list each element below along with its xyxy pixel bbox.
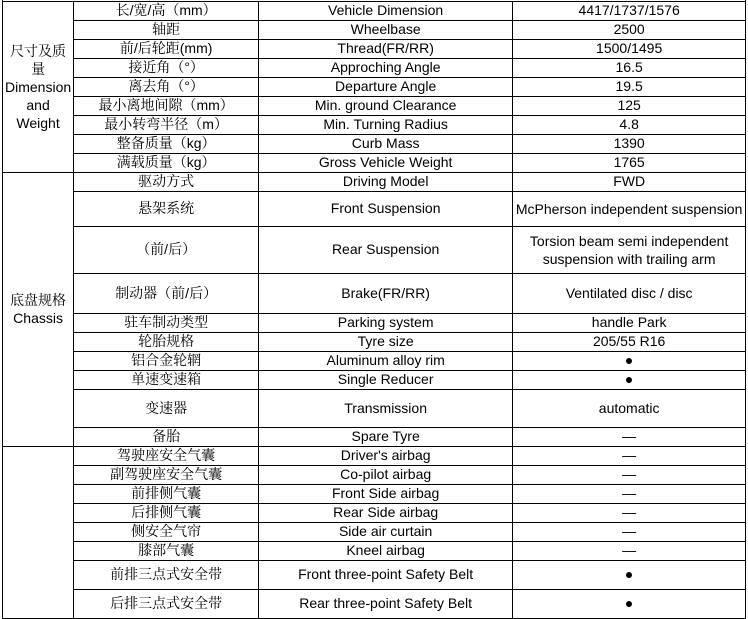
param-name-en: Rear Side airbag bbox=[259, 503, 513, 522]
param-name-en: Driver's airbag bbox=[259, 446, 513, 465]
param-name-zh: 悬架系统 bbox=[74, 191, 259, 226]
param-value: 205/55 R16 bbox=[513, 332, 746, 351]
table-row bbox=[3, 560, 746, 589]
param-name-zh: 离去角（°） bbox=[74, 77, 259, 96]
param-name-en: Rear Suspension bbox=[259, 226, 513, 273]
param-value: — bbox=[513, 484, 746, 503]
param-value: — bbox=[513, 541, 746, 560]
group-safety bbox=[3, 446, 74, 618]
param-name-en: Parking system bbox=[259, 313, 513, 332]
param-name-en: Vehicle Dimension bbox=[259, 1, 513, 20]
param-value: 1765 bbox=[513, 153, 746, 172]
param-name-zh: 铝合金轮辋 bbox=[74, 351, 259, 370]
group-label-en: Dimension and Weight bbox=[5, 78, 72, 131]
param-value: 4417/1737/1576 bbox=[513, 1, 746, 20]
param-name-en: Gross Vehicle Weight bbox=[259, 153, 513, 172]
table-row bbox=[3, 484, 746, 503]
param-value: McPherson independent suspension bbox=[513, 191, 746, 226]
param-name-zh: 整备质量（kg） bbox=[74, 134, 259, 153]
table-row bbox=[3, 77, 746, 96]
param-name-zh: 前排三点式安全带 bbox=[74, 560, 259, 589]
param-name-en: Front Side airbag bbox=[259, 484, 513, 503]
table-row bbox=[3, 39, 746, 58]
param-name-en: Curb Mass bbox=[259, 134, 513, 153]
param-value: 2500 bbox=[513, 20, 746, 39]
param-value: 19.5 bbox=[513, 77, 746, 96]
param-value: ● bbox=[513, 560, 746, 589]
param-name-zh: 前排侧气囊 bbox=[74, 484, 259, 503]
param-name-en: Aluminum alloy rim bbox=[259, 351, 513, 370]
table-row bbox=[3, 522, 746, 541]
param-name-zh: 变速器 bbox=[74, 389, 259, 427]
param-name-zh: 轮胎规格 bbox=[74, 332, 259, 351]
param-name-zh: 长/宽/高（mm） bbox=[74, 1, 259, 20]
group-label-zh: 底盘规格 bbox=[10, 292, 67, 308]
param-value: — bbox=[513, 503, 746, 522]
group-dimension-weight bbox=[3, 1, 74, 172]
table-row bbox=[3, 58, 746, 77]
param-name-en: Thread(FR/RR) bbox=[259, 39, 513, 58]
param-value: FWD bbox=[513, 172, 746, 191]
param-name-en: Front three-point Safety Belt bbox=[259, 560, 513, 589]
param-name-en: Side air curtain bbox=[259, 522, 513, 541]
table-row bbox=[3, 427, 746, 446]
param-name-en: Kneel airbag bbox=[259, 541, 513, 560]
param-name-zh: 接近角（°） bbox=[74, 58, 259, 77]
param-name-en: Min. Turning Radius bbox=[259, 115, 513, 134]
group-label-zh: 尺寸及质量 bbox=[10, 42, 67, 77]
table-row bbox=[3, 226, 746, 273]
param-name-zh: 前/后轮距(mm) bbox=[74, 39, 259, 58]
table-row bbox=[3, 541, 746, 560]
param-value: Ventilated disc / disc bbox=[513, 273, 746, 313]
table-row bbox=[3, 1, 746, 20]
param-name-en: Departure Angle bbox=[259, 77, 513, 96]
table-row bbox=[3, 370, 746, 389]
table-row bbox=[3, 503, 746, 522]
param-value: 4.8 bbox=[513, 115, 746, 134]
param-value: automatic bbox=[513, 389, 746, 427]
param-value: — bbox=[513, 427, 746, 446]
spec-table bbox=[2, 0, 746, 619]
param-name-zh: 驾驶座安全气囊 bbox=[74, 446, 259, 465]
table-row bbox=[3, 153, 746, 172]
group-chassis bbox=[3, 172, 74, 446]
param-name-zh: 驻车制动类型 bbox=[74, 313, 259, 332]
param-value: — bbox=[513, 522, 746, 541]
param-name-en: Co-pilot airbag bbox=[259, 465, 513, 484]
param-name-en: Wheelbase bbox=[259, 20, 513, 39]
param-name-en: Transmission bbox=[259, 389, 513, 427]
param-name-zh: 备胎 bbox=[74, 427, 259, 446]
param-value: — bbox=[513, 465, 746, 484]
param-value: 1390 bbox=[513, 134, 746, 153]
param-name-zh: 侧安全气帘 bbox=[74, 522, 259, 541]
param-value: ● bbox=[513, 351, 746, 370]
table-row bbox=[3, 115, 746, 134]
group-label-en: Chassis bbox=[13, 310, 63, 326]
param-name-en: Driving Model bbox=[259, 172, 513, 191]
param-name-zh: 制动器（前/后） bbox=[74, 273, 259, 313]
param-value: 16.5 bbox=[513, 58, 746, 77]
table-row bbox=[3, 20, 746, 39]
table-row bbox=[3, 332, 746, 351]
param-name-zh: 单速变速箱 bbox=[74, 370, 259, 389]
param-value: handle Park bbox=[513, 313, 746, 332]
param-value: ● bbox=[513, 370, 746, 389]
table-row bbox=[3, 351, 746, 370]
param-name-zh: 后排三点式安全带 bbox=[74, 589, 259, 618]
param-value: 1500/1495 bbox=[513, 39, 746, 58]
table-row bbox=[3, 191, 746, 226]
param-name-en: Tyre size bbox=[259, 332, 513, 351]
param-value: Torsion beam semi independent suspension with trailing arm bbox=[513, 226, 746, 273]
param-name-en: Spare Tyre bbox=[259, 427, 513, 446]
table-row bbox=[3, 134, 746, 153]
param-name-zh: 膝部气囊 bbox=[74, 541, 259, 560]
param-name-en: Min. ground Clearance bbox=[259, 96, 513, 115]
param-name-zh: 后排侧气囊 bbox=[74, 503, 259, 522]
param-name-zh: 最小转弯半径（m） bbox=[74, 115, 259, 134]
param-name-zh: 轴距 bbox=[74, 20, 259, 39]
param-name-en: Approching Angle bbox=[259, 58, 513, 77]
table-row bbox=[3, 446, 746, 465]
param-name-en: Single Reducer bbox=[259, 370, 513, 389]
table-row bbox=[3, 273, 746, 313]
param-name-zh: 最小离地间隙（mm） bbox=[74, 96, 259, 115]
param-name-zh: 副驾驶座安全气囊 bbox=[74, 465, 259, 484]
param-name-en: Front Suspension bbox=[259, 191, 513, 226]
table-row bbox=[3, 96, 746, 115]
param-name-en: Rear three-point Safety Belt bbox=[259, 589, 513, 618]
table-row bbox=[3, 172, 746, 191]
param-name-zh: 驱动方式 bbox=[74, 172, 259, 191]
param-value: 125 bbox=[513, 96, 746, 115]
table-row bbox=[3, 465, 746, 484]
param-name-en: Brake(FR/RR) bbox=[259, 273, 513, 313]
table-row bbox=[3, 589, 746, 618]
param-value: ● bbox=[513, 589, 746, 618]
table-row bbox=[3, 313, 746, 332]
param-name-zh: （前/后） bbox=[74, 226, 259, 273]
table-row bbox=[3, 389, 746, 427]
param-name-zh: 满载质量（kg） bbox=[74, 153, 259, 172]
param-value: — bbox=[513, 446, 746, 465]
